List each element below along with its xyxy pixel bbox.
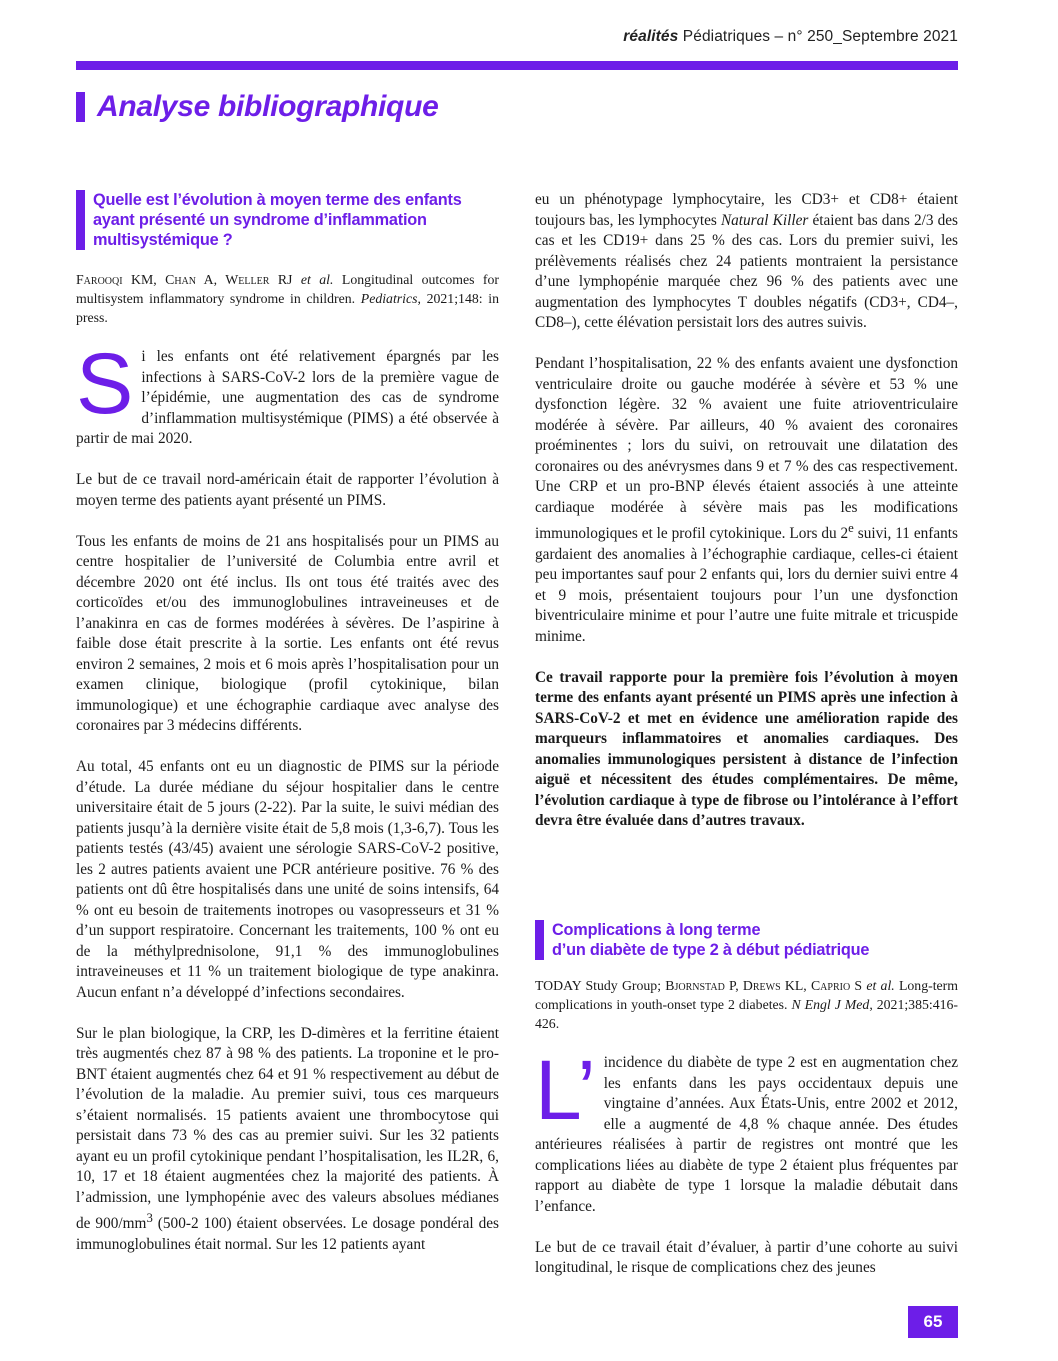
article2-title-line2: d’un diabète de type 2 à début pédiatrique <box>552 941 870 960</box>
header-rule <box>76 61 958 70</box>
article1-paragraph-5 <box>76 1024 499 1256</box>
article1-paragraph-1 <box>76 336 499 450</box>
article1-p6-italic: Natural Killer <box>720 211 809 229</box>
article2-paragraph-2: Le but de ce travail était d’évaluer, à partir d’une cohorte au suivi longitudinal, le risque de complications chez des jeunes <box>535 1238 958 1277</box>
article1-p7-text-a: Pendant l’hospitalisation, 22 % des enfants avaient une dysfonction ventriculaire droite ou gauche modérée à sévère et 53 % une dysfonction légère. 32 % avaient une fuite atrioventriculaire modérée à sévère. Par ailleurs, 40 % avaient des coronaires proéminentes ; lors du suivi, on retrouvait une dilatation des coronaires ou des anévrysmes dans 9 et 7 % des cas respectivement. Une CRP et un pro-BNP élevés étaient associés à une atteinte cardiaque modérée à sévère mais pas les modifications immunologiques et le profil cytokinique. Lors du 2 <box>535 355 958 543</box>
article2-ref-etal: et al. <box>866 978 895 994</box>
article1-p7-text-b: suivi, 11 enfants gardaient des anomalies à l’échographie cardiaque, celles-ci étaient peu importantes sauf pour 2 enfants qui, lors du dernier suivi entre 4 et 9 mois, présentaient toujours pour l’un une dysfonction biventriculaire minime et pour l’autre une fuite mitrale et tricuspide minime. <box>535 525 958 645</box>
left-column <box>76 190 499 1276</box>
journal-name: réalités <box>623 28 679 45</box>
article1-ref-journal: Pediatrics <box>360 291 418 306</box>
article1-p5-text-a: Sur le plan biologique, la CRP, les D-dimères et la ferritine étaient très augmentés chez 87 à 98 % des patients. La troponine et le pro-BNT étaient augmentés chez 64 et 91 % respectivement au début de l’évolution de la maladie. Au premier suivi, tous ces marqueurs s’étaient normalisés. 15 patients avaient une thrombocytose qui persistait dans 73 % des cas au premier suivi. Sur les 32 patients ayant eu un profil cytokinique pendant l’hospitalisation, les IL2R, 6, 10, 17 et 18 étaient augmentées chez la majorité des patients. À l’admission, une lymphopénie avec des valeurs absolues médianes de 900/mm <box>76 1024 499 1233</box>
article1-paragraph-7 <box>535 354 958 647</box>
section-title <box>76 90 438 124</box>
article1-p7-sup: e <box>848 521 854 535</box>
section-title-text: Analyse bibliographique <box>97 90 439 123</box>
article1-p5-text-b: (500-2 100) étaient observées. Le dosage pondéral des immunoglobulines était normal. Sur les 12 patients ayant <box>76 1215 499 1253</box>
article2-ref-tail: , 2021;385:416-426. <box>535 997 958 1032</box>
article1-p1-text: i les enfants ont été relativement épargnés par les infections à SARS-CoV-2 lors de la première vague de l’épidémie, une augmentation des cas de syndrome d’inflammation multisystémique (PIMS) a été observée à partir de mai 2020. <box>76 348 499 447</box>
running-head <box>623 28 958 46</box>
article1-paragraph-6 <box>535 190 958 334</box>
article2-dropcap: L’ <box>535 1043 596 1138</box>
article1-ref-etal: et al. <box>300 272 334 287</box>
article1-conclusion: Ce travail rapporte pour la première fois l’évolution à moyen terme des enfants ayant présenté un PIMS après une infection à SARS-CoV-2 et met en évidence une amélioration rapide des marqueurs inflammatoires et anomalies cardiaques. Des anomalies immunologiques persistent à distance de l’infection aiguë et nécessitent des études complémentaires. De même, l’évolution cardiaque à type de fibrose ou l’intolérance à l’effort devra être évaluée dans d’autres travaux. <box>535 668 958 830</box>
article2-ref-authors: Bjornstad P, Drews KL, Caprio S <box>665 978 863 994</box>
article1-ref-tail: , 2021;148: in press. <box>76 291 499 325</box>
article1-heading <box>76 190 499 250</box>
article1-reference <box>76 270 499 327</box>
article2-ref-journal: N Engl J Med <box>791 997 870 1013</box>
article-spacer <box>535 852 958 920</box>
article1-dropcap: S <box>76 336 134 432</box>
page-number: 65 <box>908 1306 958 1338</box>
article1-p6-text-a: eu un phénotypage lymphocytaire, les CD3+ et CD8+ étaient toujours bas, les lymphocytes <box>535 191 958 229</box>
article2-title <box>552 920 869 960</box>
issue-info: Pédiatriques – n° 250_Septembre 2021 <box>682 28 958 45</box>
right-column <box>535 190 958 1299</box>
article2-ref-text: Long-term complications in youth-onset type 2 diabetes. <box>535 978 958 1013</box>
article1-paragraph-2: Le but de ce travail nord-américain était de rapporter l’évolution à moyen terme des patients ayant présenté un PIMS. <box>76 471 499 509</box>
article2-reference <box>535 976 958 1033</box>
article1-ref-authors: Farooqi KM, Chan A, Weller RJ <box>76 272 293 287</box>
article2-heading <box>535 920 958 960</box>
article1-p5-sup: 3 <box>146 1211 153 1225</box>
article1-heading-bar <box>76 190 85 250</box>
article2-p1-text: incidence du diabète de type 2 est en augmentation chez les enfants dans les pays occidentaux depuis une vingtaine d’années. Aux États-Unis, entre 2002 et 2012, elle a augmenté de 4,8 % chaque année. Des études antérieures réalisées à partir de registres ont montré que les complications liées au diabète de type 2 étaient plus fréquentes par rapport au diabète de type 1 lorsque la maladie débutait dans l’enfance. <box>535 1054 958 1215</box>
article2-paragraph-1 <box>535 1043 958 1217</box>
article1-ref-text: Longitudinal outcomes for multisystem inflammatory syndrome in children. <box>76 272 500 306</box>
article1-paragraph-3: Tous les enfants de moins de 21 ans hospitalisés pour un PIMS au centre hospitalier de l’université de Columbia entre avril et décembre 2020 ont été inclus. Ils ont tous été traités avec des corticoïdes et/ou des immunoglobulines intraveineuses et de l’anakinra en cas de formes modérées à sévères. De l’aspirine à faible dose était prescrite à la sortie. Les enfants ont été revus environ 2 semaines, 2 mois et 6 mois après l’hospitalisation pour un examen clinique, biologique (profil cytokinique, bilan immunologique) et une échographie cardiaque avec analyse des coronaires par 3 médecins différents. <box>76 532 499 734</box>
article1-title: Quelle est l’évolution à moyen terme des enfants ayant présenté un syndrome d’inflammation multisystémique ? <box>93 191 462 249</box>
article2-title-line1: Complications à long terme <box>552 921 761 940</box>
article2-heading-bar <box>535 920 544 960</box>
article1-p6-text-b: étaient bas dans 2/3 des cas et les CD19+ dans 25 % des cas. Lors du premier suivi, les prélèvements réalisés chez 24 patients montraient la persistance d’une lymphopénie marquée chez 96 % des patients avec une augmentation des lymphocytes T doubles négatifs (CD3+, CD4–, CD8–), cette élévation persistait lors des autres suivis. <box>535 211 958 331</box>
section-title-bar <box>76 92 85 122</box>
article1-paragraph-4: Au total, 45 enfants ont eu un diagnostic de PIMS sur la période d’étude. La durée médiane du séjour hospitalier dans le centre universitaire était de 5 jours (2-22). Par la suite, le suivi médian des patients jusqu’à la dernière visite était de 5,8 mois (1,3-6,7). Tous les patients testés (43/45) avaient une sérologie SARS-CoV-2 positive, les 2 autres patients avaient une PCR antérieure positive. 76 % des patients ont dû être hospitalisés dans une unité de soins intensifs, 64 % ont eu besoin de traitements inotropes ou vasopresseurs et 31 % d’un support respiratoire. Concernant les traitements, 100 % ont eu de la méthylprednisolone, 91,1 % des immunoglobulines intraveineuses et 11 % un traitement biologique de type anakinra. Aucun enfant n’a développé d’infections secondaires. <box>76 758 499 1001</box>
article2-ref-group: TODAY Study Group; <box>535 978 666 994</box>
